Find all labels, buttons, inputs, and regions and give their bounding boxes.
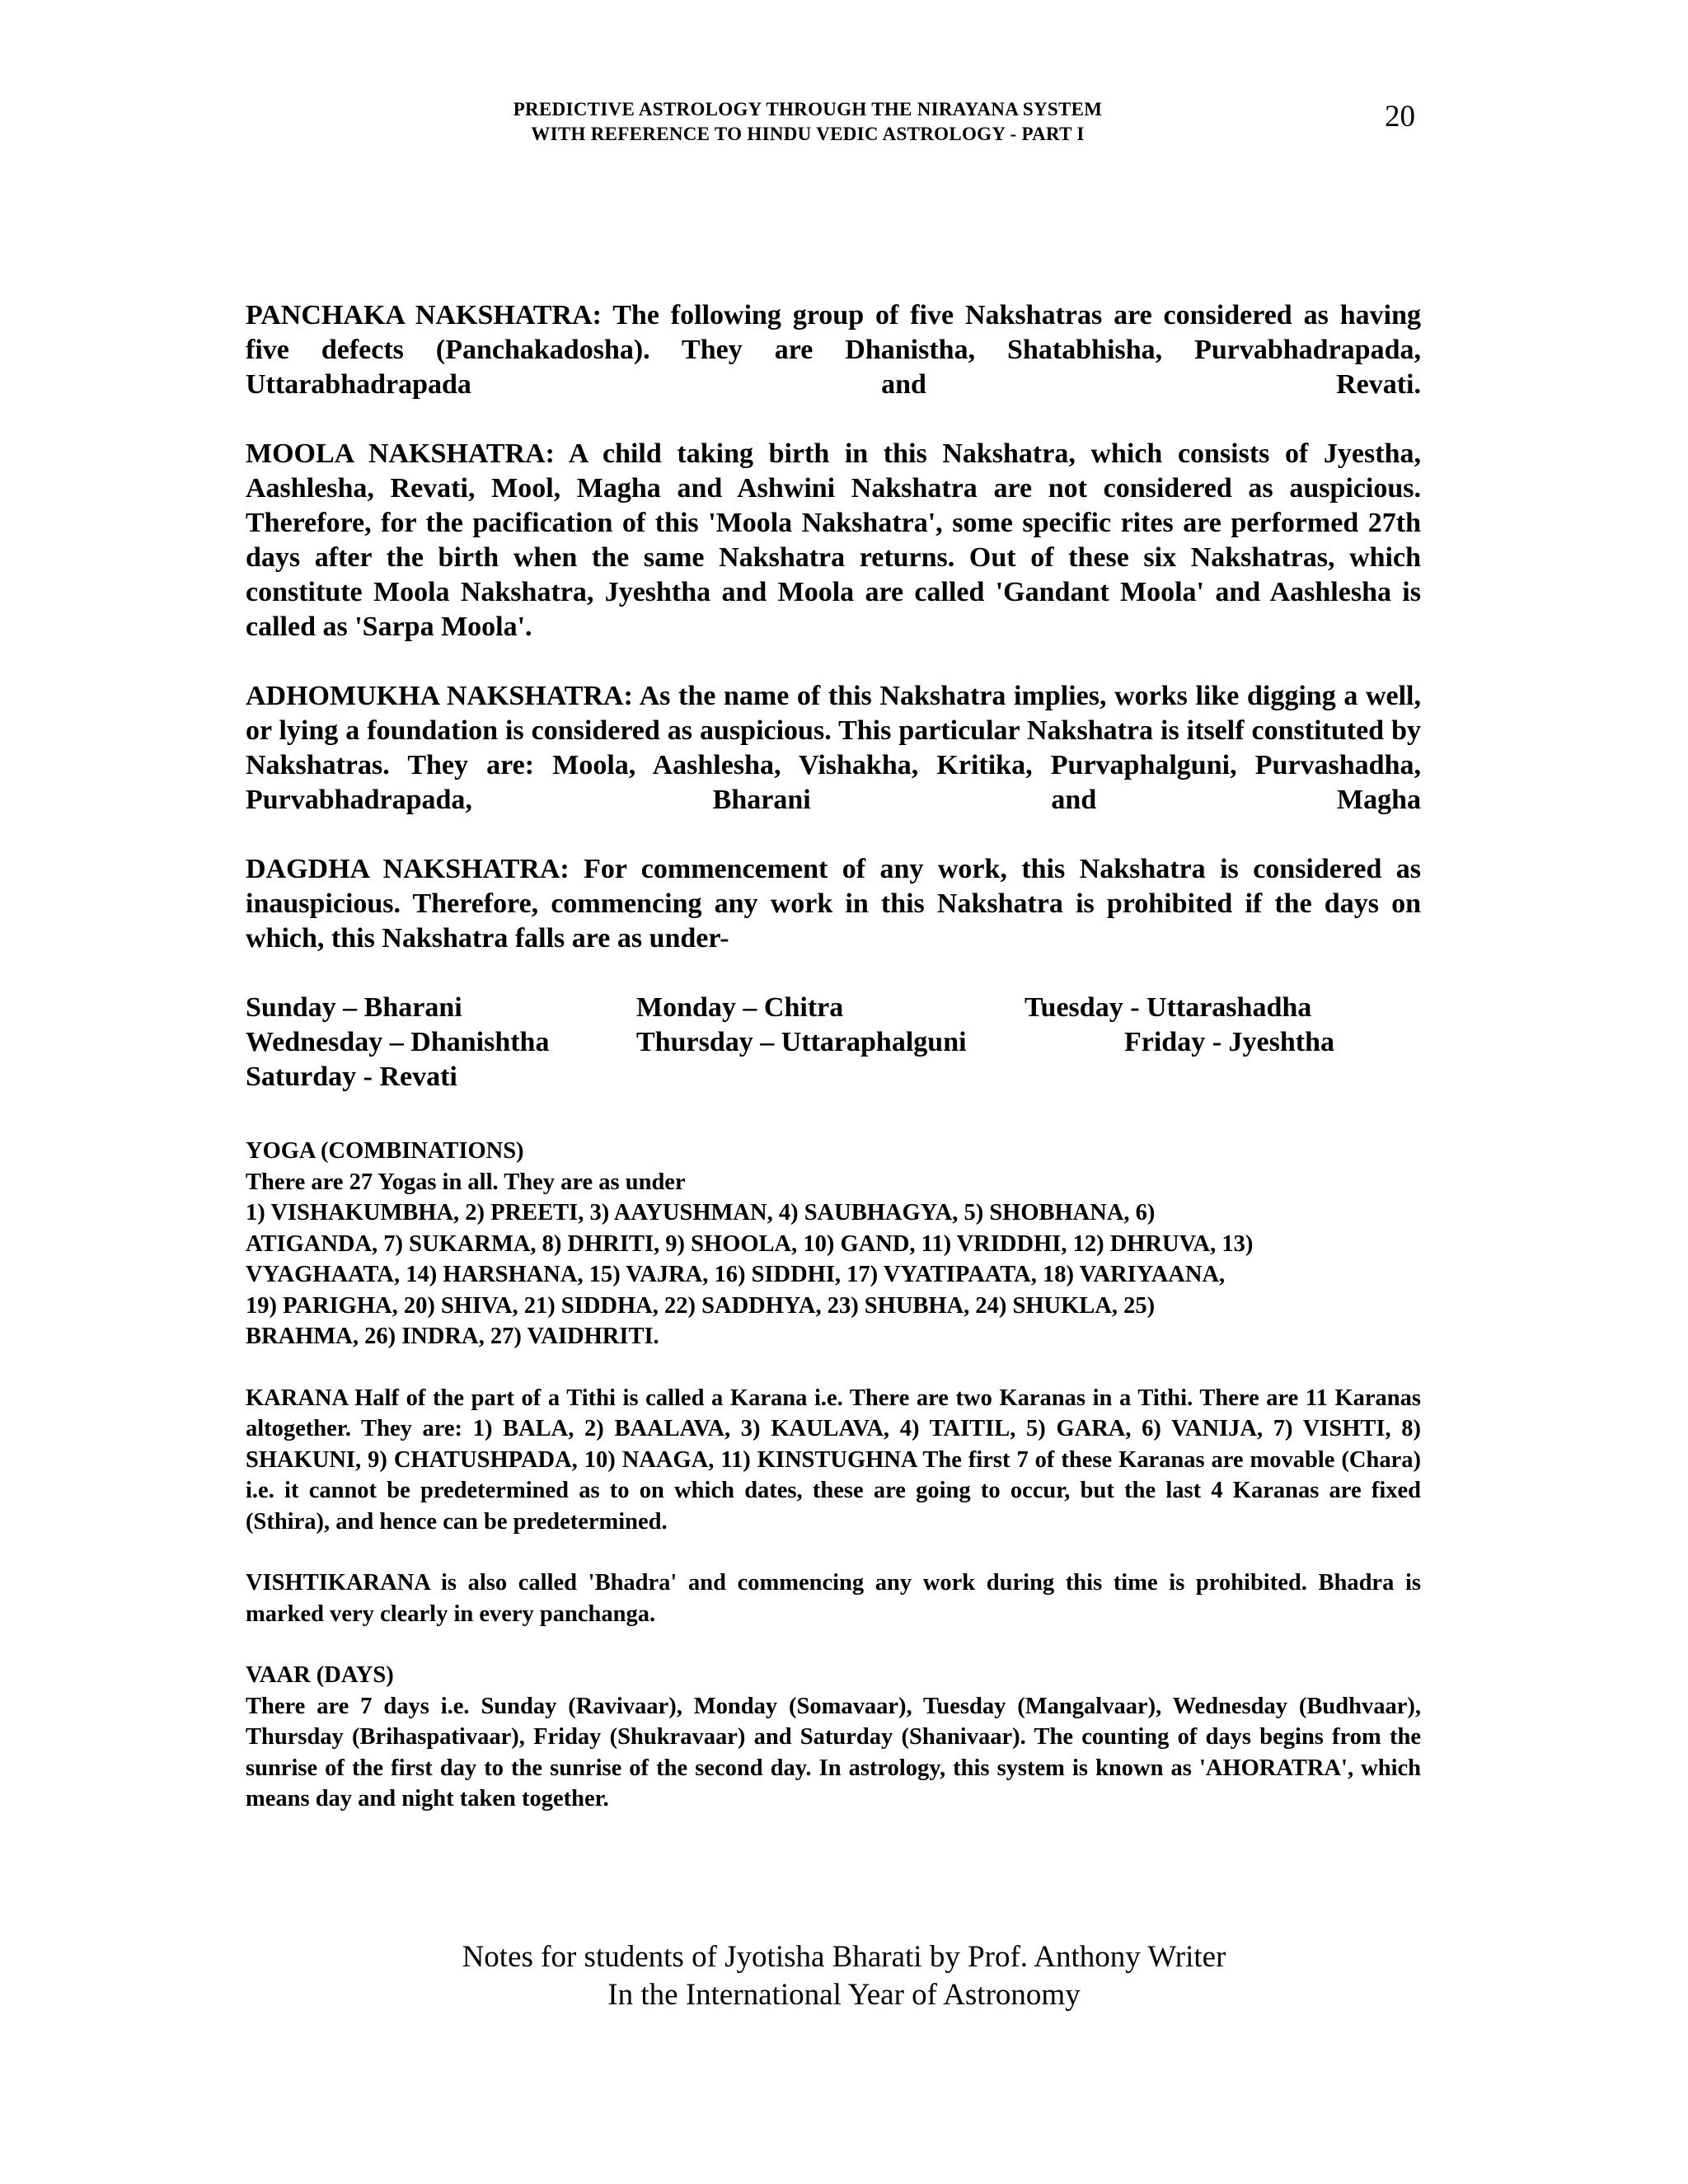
yoga-list-line: 19) PARIGHA, 20) SHIVA, 21) SIDDHA, 22) SADDHYA, 23) SHUBHA, 24) SHUKLA, 25) (246, 1292, 1156, 1319)
day-entry: Thursday – Uttaraphalguni (636, 1027, 967, 1057)
running-header (346, 97, 1269, 147)
day-entry: Tuesday - Uttarashadha (1025, 992, 1312, 1023)
yoga-intro: There are 27 Yogas in all. They are as under (246, 1169, 686, 1195)
page-number: 20 (1385, 100, 1415, 134)
day-entry: Wednesday – Dhanishtha (246, 1027, 550, 1057)
header-line-2: WITH REFERENCE TO HINDU VEDIC ASTROLOGY - PART I (531, 124, 1085, 144)
day-entry: Monday – Chitra (636, 992, 844, 1023)
vishtikarana-paragraph: VISHTIKARANA is also called 'Bhadra' and commencing any work during this time is prohibited. Bhadra is marked very clearly in every panchanga. (246, 1570, 1421, 1627)
yoga-list-line: BRAHMA, 26) INDRA, 27) VAIDHRITI. (246, 1324, 659, 1349)
page-footer (0, 1938, 1688, 2014)
yoga-heading: YOGA (COMBINATIONS) (246, 1138, 524, 1164)
yoga-list-line: ATIGANDA, 7) SUKARMA, 8) DHRITI, 9) SHOOLA, 10) GAND, 11) VRIDDHI, 12) DHRUVA, 13) (246, 1230, 1254, 1257)
header-line-1: PREDICTIVE ASTROLOGY THROUGH THE NIRAYANA SYSTEM (513, 99, 1103, 120)
yoga-list-line: VYAGHAATA, 14) HARSHANA, 15) VAJRA, 16) SIDDHI, 17) VYATIPAATA, 18) VARIYAANA, (246, 1262, 1226, 1287)
vaar-section (246, 1660, 1421, 1815)
karana-paragraph: KARANA Half of the part of a Tithi is called a Karana i.e. There are two Karanas in a Tithi. There are 11 Karanas altogether. They are: 1) BALA, 2) BAALAVA, 3) KAULAVA, 4) TAITIL, 5) GARA, 6) VANIJA, 7) VISHTI, 8) SHAKUNI, 9) CHATUSHPADA, 10) NAAGA, 11) KINSTUGHNA The first 7 of these Karanas are movable (Chara) i.e. it cannot be predetermined as to on which dates, these are going to occur, but the last 4 Karanas are fixed (Sthira), and hence can be predetermined. (246, 1385, 1421, 1535)
vaar-paragraph: There are 7 days i.e. Sunday (Ravivaar), Monday (Somavaar), Tuesday (Mangalvaar), Wednesday (Budhvaar), Thursday (Brihaspativaar), Friday (Shukravaar) and Saturday (Shanivaar). The counting of days begins from the sunrise of the first day to the sunrise of the second day. In astrology, this system is known as 'AHORATRA', which means day and night taken together. (246, 1693, 1421, 1811)
dagdha-paragraph: DAGDHA NAKSHATRA: For commencement of any work, this Nakshatra is considered as inauspicious. Therefore, commencing any work in this Nakshatra is prohibited if the days on which, this Nakshatra falls are as under- (246, 854, 1421, 954)
moola-paragraph: MOOLA NAKSHATRA: A child taking birth in this Nakshatra, which consists of Jyestha, Aashlesha, Revati, Mool, Magha and Ashwini Nakshatra are not considered as auspicious. Therefore, for the pacification of this 'Moola Nakshatra', some specific rites are performed 27th days after the birth when the same Nakshatra returns. Out of these six Nakshatras, which constitute Moola Nakshatra, Jyeshtha and Moola are called 'Gandant Moola' and Aashlesha is called as 'Sarpa Moola'. (246, 438, 1421, 642)
yoga-list-line: 1) VISHAKUMBHA, 2) PREETI, 3) AAYUSHMAN, 4) SAUBHAGYA, 5) SHOBHANA, 6) (246, 1200, 1156, 1226)
yoga-section (246, 1136, 1421, 1352)
main-content (246, 298, 1421, 1815)
day-entry: Sunday – Bharani (246, 992, 462, 1023)
days-table (246, 991, 1421, 1094)
day-entry: Friday - Jyeshtha (1124, 1027, 1334, 1057)
footer-line-1: Notes for students of Jyotisha Bharati by Prof. Anthony Writer (462, 1940, 1226, 1974)
vaar-heading: VAAR (DAYS) (246, 1662, 394, 1688)
panchaka-paragraph: PANCHAKA NAKSHATRA: The following group of five Nakshatras are considered as having five defects (Panchakadosha). They are Dhanistha, Shatabhisha, Purvabhadrapada, Uttarabhadrapada and Revati. (246, 300, 1421, 400)
day-entry: Saturday - Revati (246, 1062, 457, 1092)
adhomukha-paragraph: ADHOMUKHA NAKSHATRA: As the name of this Nakshatra implies, works like digging a well, or lying a foundation is considered as auspicious. This particular Nakshatra is itself constituted by Nakshatras. They are: Moola, Aashlesha, Vishakha, Kritika, Purvaphalguni, Purvashadha, Purvabhadrapada, Bharani and Magha (246, 681, 1421, 815)
footer-line-2: In the International Year of Astronomy (607, 1978, 1081, 2012)
